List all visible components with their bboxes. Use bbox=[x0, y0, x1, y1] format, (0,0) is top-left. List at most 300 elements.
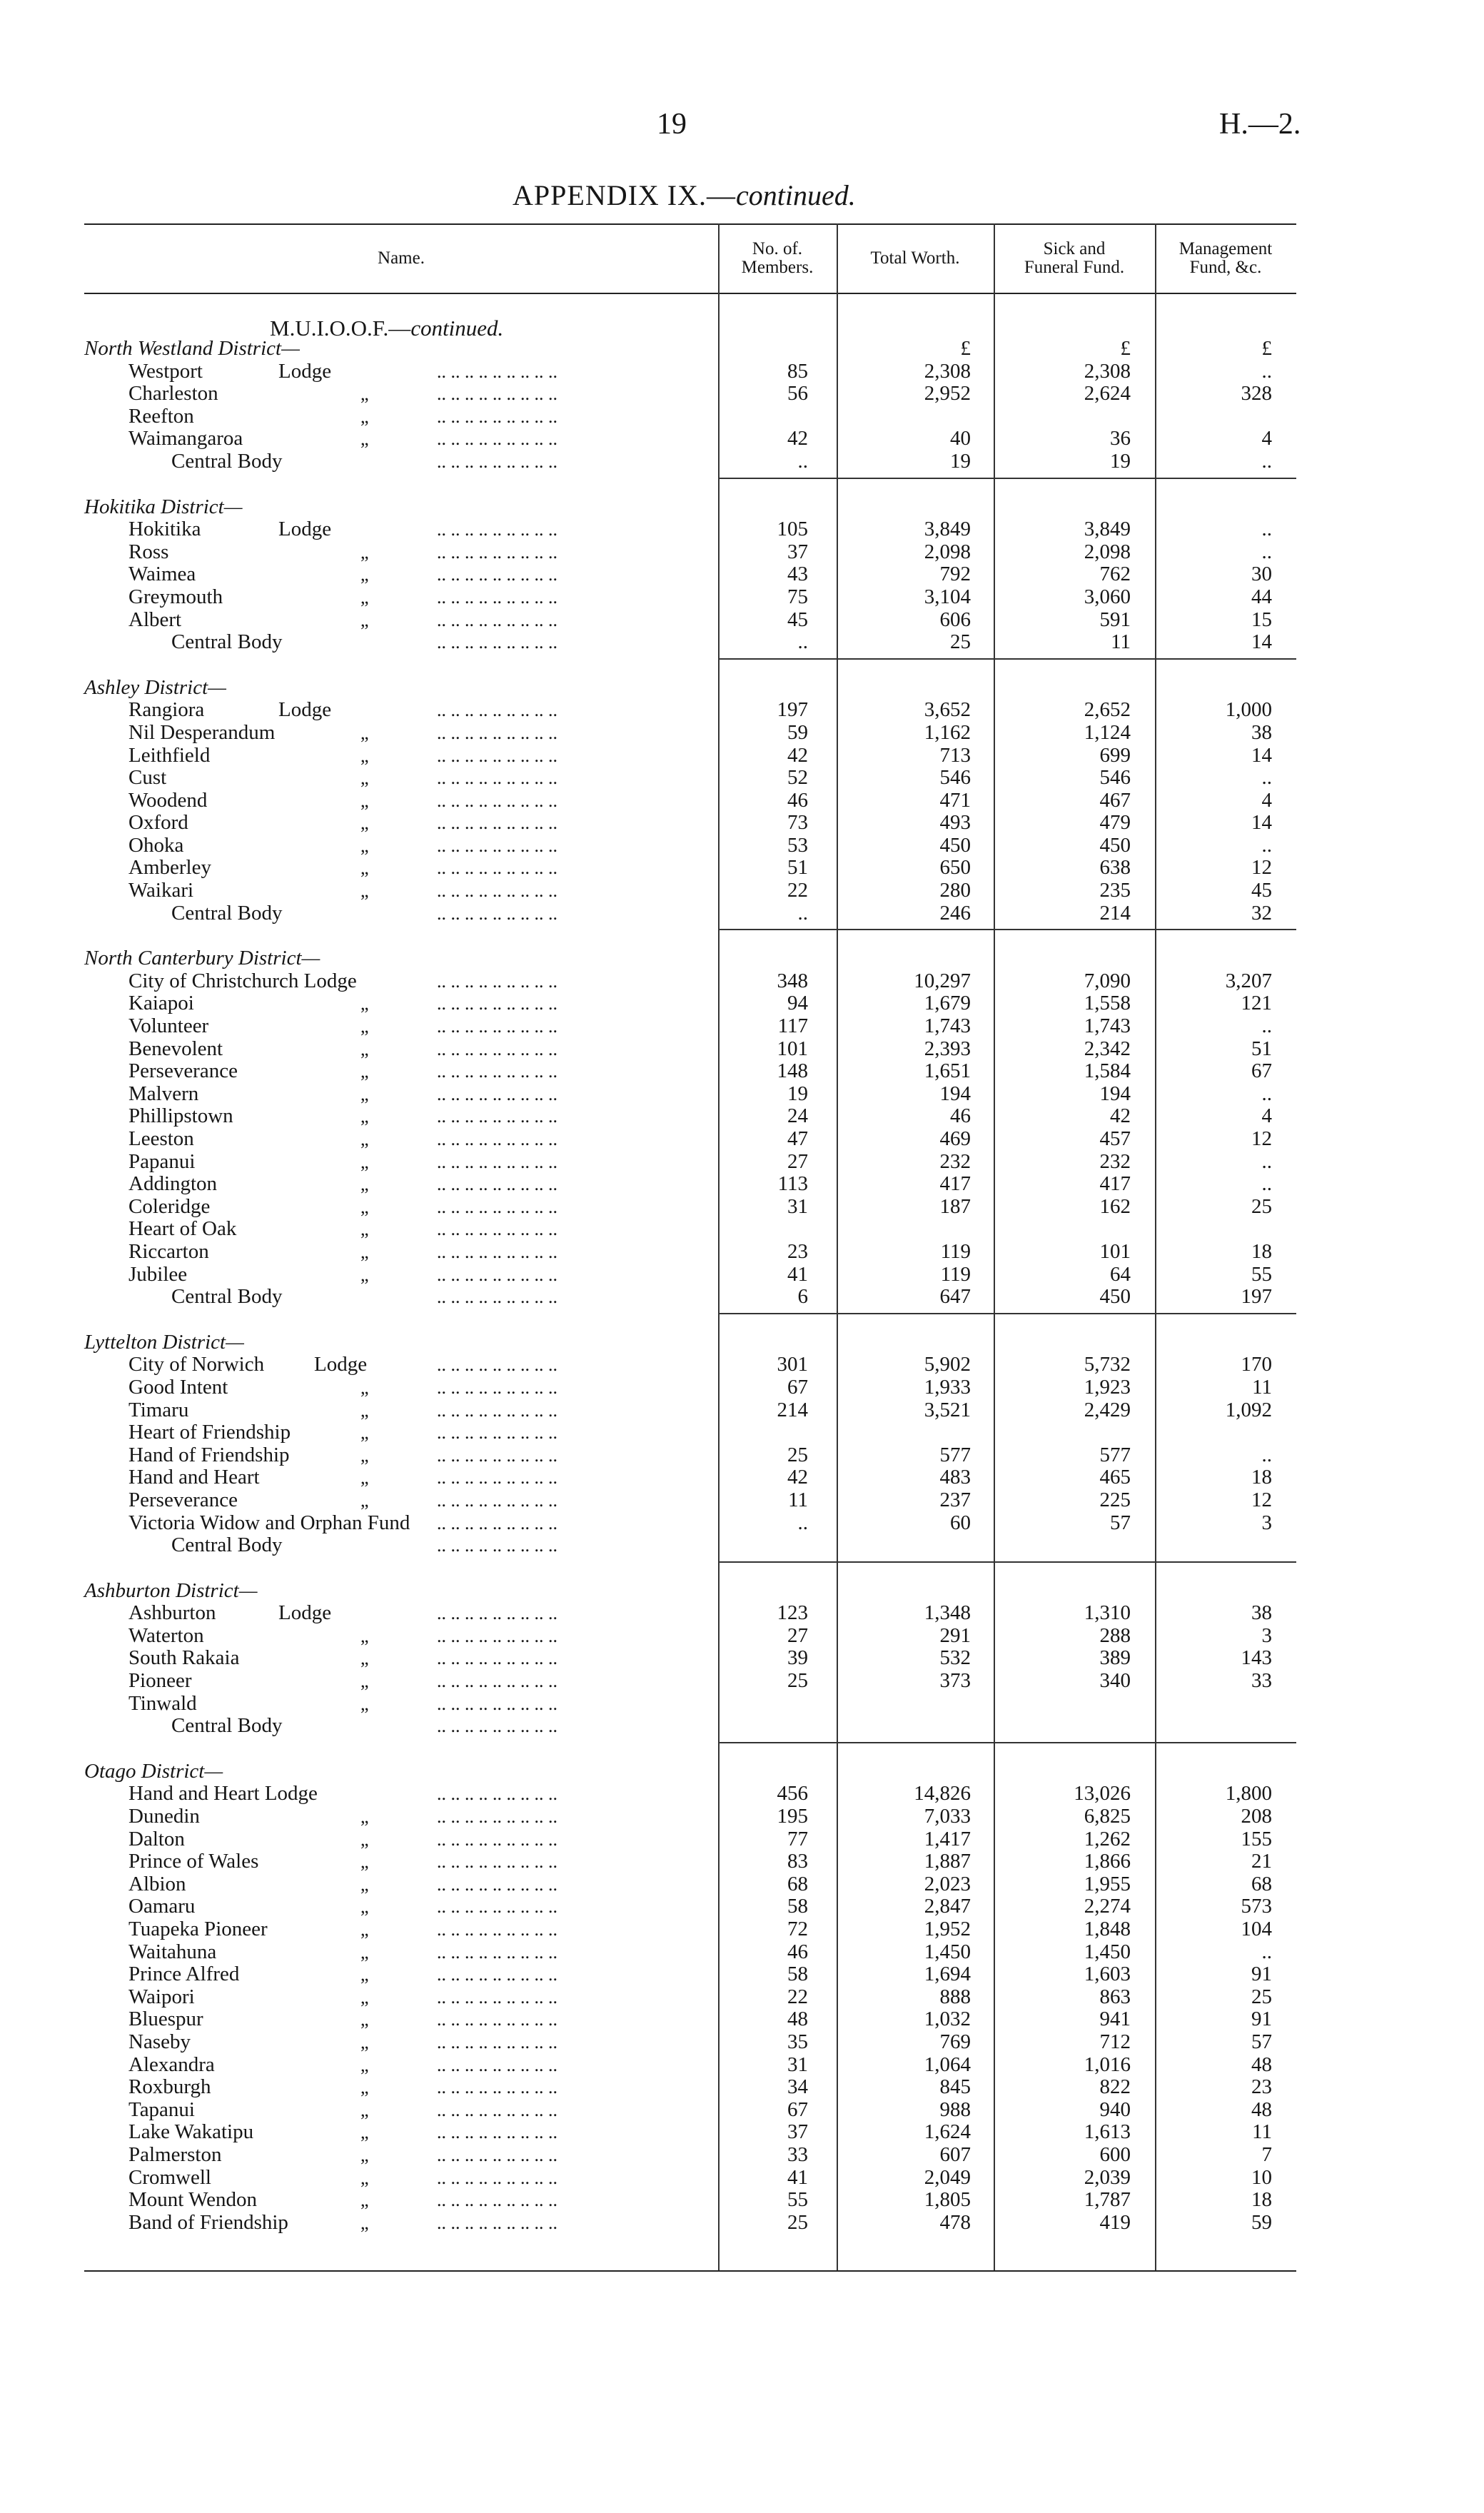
lodge-name: Prince Alfred bbox=[128, 1963, 240, 1986]
lodge-name: Lake Wakatipu bbox=[128, 2120, 254, 2144]
members-cell: 75 bbox=[787, 585, 808, 608]
total-worth-cell: 1,162 bbox=[924, 720, 971, 744]
separator-rule bbox=[718, 658, 1296, 660]
management-cell: 44 bbox=[1251, 585, 1272, 608]
lodge-name: Victoria Widow and Orphan Fund bbox=[128, 1511, 410, 1534]
district-name: Ashley District— bbox=[84, 675, 226, 699]
sick-funeral-cell: 417 bbox=[1099, 1172, 1131, 1196]
lodge-label: Lodge bbox=[278, 359, 332, 383]
leader-dots: .. .. .. .. .. .. .. .. .. bbox=[437, 880, 557, 902]
lodge-name: Oamaru bbox=[128, 1895, 196, 1918]
management-cell: 25 bbox=[1251, 1194, 1272, 1218]
ditto-mark: „ bbox=[360, 745, 369, 766]
members-cell: 113 bbox=[777, 1172, 808, 1196]
sick-funeral-cell: 577 bbox=[1099, 1443, 1131, 1466]
ditto-mark: „ bbox=[360, 993, 369, 1014]
table-row bbox=[0, 631, 1484, 654]
district-name: Lyttelton District— bbox=[84, 1330, 244, 1354]
management-cell: .. bbox=[1261, 1940, 1272, 1963]
lodge-name: Dunedin bbox=[128, 1805, 200, 1828]
members-cell: 22 bbox=[787, 879, 808, 902]
separator-rule bbox=[718, 929, 1296, 930]
management-cell: 11 bbox=[1252, 2120, 1272, 2144]
leader-dots: .. .. .. .. .. .. .. .. .. bbox=[437, 1399, 557, 1421]
sick-funeral-cell: 235 bbox=[1099, 879, 1131, 902]
sick-funeral-cell: 13,026 bbox=[1074, 1782, 1131, 1806]
lodge-name: Amberley bbox=[128, 856, 211, 880]
total-worth-cell: 3,104 bbox=[924, 585, 971, 608]
total-worth-cell: 417 bbox=[939, 1172, 971, 1196]
total-worth-cell: 187 bbox=[939, 1194, 971, 1218]
leader-dots: .. .. .. .. .. .. .. .. .. bbox=[437, 1964, 557, 1985]
lodge-name: Tuapeka Pioneer bbox=[128, 1918, 268, 1940]
members-cell: 56 bbox=[787, 382, 808, 406]
sick-funeral-cell: 42 bbox=[1110, 1104, 1131, 1128]
district-heading bbox=[0, 947, 1484, 970]
management-cell: 67 bbox=[1251, 1059, 1272, 1083]
total-worth-cell: 1,887 bbox=[924, 1850, 971, 1873]
members-cell: 77 bbox=[787, 1827, 808, 1850]
members-cell: 148 bbox=[777, 1059, 808, 1083]
title-continued: continued. bbox=[736, 179, 856, 211]
ditto-mark: „ bbox=[360, 1828, 369, 1850]
leader-dots: .. .. .. .. .. .. .. .. .. bbox=[437, 2212, 557, 2233]
members-cell: 27 bbox=[787, 1149, 808, 1173]
ditto-mark: „ bbox=[360, 835, 369, 856]
ditto-mark: „ bbox=[360, 857, 369, 879]
ditto-mark: „ bbox=[360, 1964, 369, 1985]
leader-dots: .. .. .. .. .. .. .. .. .. bbox=[437, 790, 557, 811]
management-cell: 15 bbox=[1251, 608, 1272, 631]
lodge-name: Tapanui bbox=[128, 2097, 195, 2121]
sick-funeral-cell: 1,558 bbox=[1084, 992, 1131, 1015]
sick-funeral-cell: 2,274 bbox=[1084, 1895, 1131, 1918]
management-cell: 3 bbox=[1261, 1511, 1272, 1534]
leader-dots: .. .. .. .. .. .. .. .. .. bbox=[437, 722, 557, 743]
total-worth-cell: 1,624 bbox=[924, 2120, 971, 2144]
leader-dots: .. .. .. .. .. .. .. .. .. bbox=[437, 1873, 557, 1895]
lodge-name: Central Body bbox=[171, 901, 283, 925]
leader-dots: .. .. .. .. .. .. .. .. .. bbox=[437, 1693, 557, 1714]
ditto-mark: „ bbox=[360, 1941, 369, 1963]
sick-funeral-cell: 194 bbox=[1099, 1082, 1131, 1105]
ditto-mark: „ bbox=[360, 1896, 369, 1918]
table-row bbox=[0, 518, 1484, 541]
members-cell: 25 bbox=[787, 1443, 808, 1466]
members-cell: 67 bbox=[787, 1375, 808, 1399]
total-worth-cell: 546 bbox=[939, 766, 971, 790]
total-worth-cell: 237 bbox=[939, 1488, 971, 1511]
lodge-name: Pioneer bbox=[128, 1669, 192, 1693]
lodge-name: Albion bbox=[128, 1872, 186, 1895]
leader-dots: .. .. .. .. .. .. .. .. .. bbox=[437, 1716, 557, 1737]
total-worth-cell: 647 bbox=[939, 1285, 971, 1309]
table-bottom-rule bbox=[84, 2270, 1296, 2272]
lodge-name: Roxburgh bbox=[128, 2075, 211, 2099]
total-worth-cell: 713 bbox=[939, 743, 971, 767]
ditto-mark: „ bbox=[360, 2031, 369, 2053]
ditto-mark: „ bbox=[360, 1038, 369, 1059]
members-cell: 46 bbox=[787, 1940, 808, 1963]
total-worth-cell: 792 bbox=[939, 563, 971, 586]
total-worth-cell: 988 bbox=[939, 2097, 971, 2121]
district-heading bbox=[0, 338, 1484, 361]
lodge-name: Bluespur bbox=[128, 2008, 203, 2031]
total-worth-cell: 3,849 bbox=[924, 518, 971, 541]
total-worth-cell: 769 bbox=[939, 2030, 971, 2053]
ditto-mark: „ bbox=[360, 1106, 369, 1127]
table-row bbox=[0, 1850, 1484, 1873]
total-worth-cell: 478 bbox=[939, 2210, 971, 2234]
sick-funeral-cell: 450 bbox=[1099, 1285, 1131, 1309]
members-cell: 24 bbox=[787, 1104, 808, 1128]
leader-dots: .. .. .. .. .. .. .. .. .. bbox=[437, 609, 557, 630]
total-worth-cell: 1,743 bbox=[924, 1014, 971, 1038]
table-row bbox=[0, 1986, 1484, 2009]
leader-dots: .. .. .. .. .. .. .. .. .. bbox=[437, 700, 557, 721]
leader-dots: .. .. .. .. .. .. .. .. .. bbox=[437, 1941, 557, 1963]
lodge-label: Lodge bbox=[278, 1601, 332, 1625]
table-row bbox=[0, 586, 1484, 609]
management-cell: 1,800 bbox=[1225, 1782, 1272, 1806]
ditto-mark: „ bbox=[360, 1489, 369, 1511]
table-row bbox=[0, 1625, 1484, 1648]
district-separator bbox=[0, 1557, 1484, 1580]
total-worth-cell: 2,847 bbox=[924, 1895, 971, 1918]
total-worth-cell: 46 bbox=[950, 1104, 971, 1128]
leader-dots: .. .. .. .. .. .. .. .. .. bbox=[437, 1444, 557, 1466]
management-cell: 14 bbox=[1251, 630, 1272, 654]
sick-funeral-cell: 600 bbox=[1099, 2142, 1131, 2166]
lodge-name: Perseverance bbox=[128, 1488, 238, 1511]
district-separator bbox=[0, 925, 1484, 947]
lodge-name: Albert bbox=[128, 608, 182, 631]
header-rule-bottom bbox=[84, 293, 1296, 294]
leader-dots: .. .. .. .. .. .. .. .. .. bbox=[437, 1151, 557, 1172]
management-cell: 208 bbox=[1241, 1805, 1272, 1828]
leader-dots: .. .. .. .. .. .. .. .. .. bbox=[437, 812, 557, 834]
sick-funeral-cell: 1,310 bbox=[1084, 1601, 1131, 1625]
ditto-mark: „ bbox=[360, 2122, 369, 2143]
district-separator bbox=[0, 1738, 1484, 1761]
leader-dots: .. .. .. .. .. .. .. .. .. bbox=[437, 1896, 557, 1918]
ditto-mark: „ bbox=[360, 2190, 369, 2211]
currency-symbol: £ bbox=[1261, 337, 1272, 360]
members-cell: 22 bbox=[787, 1985, 808, 2008]
members-cell: 35 bbox=[787, 2030, 808, 2053]
leader-dots: .. .. .. .. .. .. .. .. .. bbox=[437, 1061, 557, 1082]
sick-funeral-cell: 288 bbox=[1099, 1623, 1131, 1647]
lodge-name: Westport bbox=[128, 359, 203, 383]
leader-dots: .. .. .. .. .. .. .. .. .. bbox=[437, 1219, 557, 1240]
members-cell: .. bbox=[797, 449, 808, 473]
management-cell: .. bbox=[1261, 766, 1272, 790]
lodge-name: Alexandra bbox=[128, 2053, 215, 2076]
column-header-total-worth: Total Worth. bbox=[870, 248, 960, 268]
ditto-mark: „ bbox=[360, 1264, 369, 1285]
leader-dots: .. .. .. .. .. .. .. .. .. bbox=[437, 1422, 557, 1444]
sick-funeral-cell: 1,743 bbox=[1084, 1014, 1131, 1038]
table-row bbox=[0, 1715, 1484, 1738]
sick-funeral-cell: 225 bbox=[1099, 1488, 1131, 1511]
ditto-mark: „ bbox=[360, 1376, 369, 1398]
sick-funeral-cell: 19 bbox=[1110, 449, 1131, 473]
ditto-mark: „ bbox=[360, 1016, 369, 1037]
sick-funeral-cell: 1,584 bbox=[1084, 1059, 1131, 1083]
lodge-name: Central Body bbox=[171, 1285, 283, 1309]
table-row bbox=[0, 1466, 1484, 1489]
members-cell: 83 bbox=[787, 1850, 808, 1873]
leader-dots: .. .. .. .. .. .. .. .. .. bbox=[437, 993, 557, 1014]
leader-dots: .. .. .. .. .. .. .. .. .. bbox=[437, 1986, 557, 2008]
lodge-name: City of Norwich bbox=[128, 1353, 265, 1376]
management-cell: 3 bbox=[1261, 1623, 1272, 1647]
ditto-mark: „ bbox=[360, 586, 369, 608]
ditto-mark: „ bbox=[360, 1444, 369, 1466]
total-worth-cell: 2,023 bbox=[924, 1872, 971, 1895]
lodge-name: City of Christchurch Lodge bbox=[128, 969, 357, 992]
leader-dots: .. .. .. .. .. .. .. .. .. bbox=[437, 2144, 557, 2165]
sick-funeral-cell: 2,098 bbox=[1084, 540, 1131, 563]
total-worth-cell: 493 bbox=[939, 811, 971, 835]
total-worth-cell: 232 bbox=[939, 1149, 971, 1173]
management-cell: .. bbox=[1261, 1082, 1272, 1105]
table-row bbox=[0, 1083, 1484, 1106]
table-row bbox=[0, 1173, 1484, 1196]
lodge-name: Central Body bbox=[171, 630, 283, 654]
society-heading: M.U.I.O.O.F.—continued. bbox=[270, 316, 504, 341]
members-cell: 456 bbox=[777, 1782, 808, 1806]
leader-dots: .. .. .. .. .. .. .. .. .. bbox=[437, 383, 557, 405]
members-cell: 72 bbox=[787, 1918, 808, 1940]
district-heading bbox=[0, 1580, 1484, 1603]
table-row bbox=[0, 1512, 1484, 1535]
total-worth-cell: 25 bbox=[950, 630, 971, 654]
management-cell: 18 bbox=[1251, 1466, 1272, 1489]
management-cell: 170 bbox=[1241, 1353, 1272, 1376]
total-worth-cell: 2,952 bbox=[924, 382, 971, 406]
lodge-name: Waitahuna bbox=[128, 1940, 217, 1963]
management-cell: 155 bbox=[1241, 1827, 1272, 1850]
column-header-members: No. of. Members. bbox=[741, 239, 814, 277]
total-worth-cell: 650 bbox=[939, 856, 971, 880]
management-cell: 7 bbox=[1261, 2142, 1272, 2166]
lodge-name: Prince of Wales bbox=[128, 1850, 259, 1873]
lodge-name: Addington bbox=[128, 1172, 218, 1196]
column-header-management: Management Fund, &c. bbox=[1178, 239, 1273, 277]
members-cell: 39 bbox=[787, 1646, 808, 1670]
total-worth-cell: 1,417 bbox=[924, 1827, 971, 1850]
ditto-mark: „ bbox=[360, 564, 369, 585]
lodge-name: Leeston bbox=[128, 1127, 194, 1150]
leader-dots: .. .. .. .. .. .. .. .. .. bbox=[437, 1196, 557, 1217]
sick-funeral-cell: 1,955 bbox=[1084, 1872, 1131, 1895]
sick-funeral-cell: 6,825 bbox=[1084, 1805, 1131, 1828]
sick-funeral-cell: 1,124 bbox=[1084, 720, 1131, 744]
total-worth-cell: 246 bbox=[939, 901, 971, 925]
management-cell: 10 bbox=[1251, 2165, 1272, 2189]
management-cell: 1,000 bbox=[1225, 698, 1272, 722]
members-cell: 46 bbox=[787, 788, 808, 812]
sick-funeral-cell: 479 bbox=[1099, 811, 1131, 835]
members-cell: 73 bbox=[787, 811, 808, 835]
members-cell: 42 bbox=[787, 743, 808, 767]
table-row bbox=[0, 970, 1484, 993]
total-worth-cell: 291 bbox=[939, 1623, 971, 1647]
lodge-name: Band of Friendship bbox=[128, 2210, 288, 2234]
column-header-sick-funeral: Sick and Funeral Fund. bbox=[1024, 239, 1125, 277]
ditto-mark: „ bbox=[360, 1693, 369, 1714]
table-row bbox=[0, 1647, 1484, 1670]
district-name: North Canterbury District— bbox=[84, 947, 320, 970]
members-cell: 23 bbox=[787, 1239, 808, 1263]
table-row bbox=[0, 722, 1484, 745]
table-row bbox=[0, 450, 1484, 473]
sick-funeral-cell: 5,732 bbox=[1084, 1353, 1131, 1376]
ditto-mark: „ bbox=[360, 2054, 369, 2075]
sick-funeral-cell: 465 bbox=[1099, 1466, 1131, 1489]
total-worth-cell: 607 bbox=[939, 2142, 971, 2166]
leader-dots: .. .. .. .. .. .. .. .. .. bbox=[437, 1106, 557, 1127]
separator-rule bbox=[718, 1742, 1296, 1743]
members-cell: 41 bbox=[787, 1262, 808, 1286]
ditto-mark: „ bbox=[360, 406, 369, 427]
table-row bbox=[0, 1151, 1484, 1174]
lodge-name: Phillipstown bbox=[128, 1104, 233, 1128]
leader-dots: .. .. .. .. .. .. .. .. .. bbox=[437, 1264, 557, 1285]
management-cell: 12 bbox=[1251, 1488, 1272, 1511]
leader-dots: .. .. .. .. .. .. .. .. .. bbox=[437, 1286, 557, 1308]
management-cell: 23 bbox=[1251, 2075, 1272, 2099]
lodge-name: Rangiora bbox=[128, 698, 205, 722]
currency-symbol: £ bbox=[960, 337, 971, 360]
sick-funeral-cell: 638 bbox=[1099, 856, 1131, 880]
members-cell: 6 bbox=[797, 1285, 808, 1309]
sick-funeral-cell: 2,342 bbox=[1084, 1037, 1131, 1060]
table-row bbox=[0, 1873, 1484, 1896]
table-row bbox=[0, 2212, 1484, 2235]
management-cell: 59 bbox=[1251, 2210, 1272, 2234]
sick-funeral-cell: 546 bbox=[1099, 766, 1131, 790]
management-cell: 14 bbox=[1251, 811, 1272, 835]
table-row bbox=[0, 2076, 1484, 2099]
lodge-name: Hand of Friendship bbox=[128, 1443, 290, 1466]
sick-funeral-cell: 450 bbox=[1099, 833, 1131, 857]
district-name: Otago District— bbox=[84, 1759, 223, 1783]
lodge-name: Naseby bbox=[128, 2030, 191, 2053]
district-separator bbox=[0, 654, 1484, 677]
management-cell: 38 bbox=[1251, 1601, 1272, 1625]
district-separator bbox=[0, 473, 1484, 496]
lodge-name: Cromwell bbox=[128, 2165, 211, 2189]
sick-funeral-cell: 3,060 bbox=[1084, 585, 1131, 608]
table-row bbox=[0, 1421, 1484, 1444]
members-cell: .. bbox=[797, 901, 808, 925]
sick-funeral-cell: 2,652 bbox=[1084, 698, 1131, 722]
total-worth-cell: 10,297 bbox=[914, 969, 971, 992]
ditto-mark: „ bbox=[360, 2009, 369, 2030]
leader-dots: .. .. .. .. .. .. .. .. .. bbox=[437, 632, 557, 653]
members-cell: 42 bbox=[787, 427, 808, 450]
leader-dots: .. .. .. .. .. .. .. .. .. bbox=[437, 361, 557, 382]
total-worth-cell: 1,450 bbox=[924, 1940, 971, 1963]
members-cell: 19 bbox=[787, 1082, 808, 1105]
sick-funeral-cell: 2,429 bbox=[1084, 1398, 1131, 1421]
table-row bbox=[0, 812, 1484, 835]
sick-funeral-cell: 3,849 bbox=[1084, 518, 1131, 541]
lodge-name: Ohoka bbox=[128, 833, 184, 857]
header-rule-top bbox=[84, 223, 1296, 225]
leader-dots: .. .. .. .. .. .. .. .. .. bbox=[437, 970, 557, 992]
sick-funeral-cell: 941 bbox=[1099, 2008, 1131, 2031]
total-worth-cell: 1,032 bbox=[924, 2008, 971, 2031]
management-cell: 4 bbox=[1261, 1104, 1272, 1128]
lodge-name: Woodend bbox=[128, 788, 208, 812]
members-cell: 37 bbox=[787, 540, 808, 563]
table-row bbox=[0, 1286, 1484, 1309]
members-cell: 197 bbox=[777, 698, 808, 722]
lodge-name: Timaru bbox=[128, 1398, 189, 1421]
table-row bbox=[0, 1828, 1484, 1851]
management-cell: .. bbox=[1261, 833, 1272, 857]
leader-dots: .. .. .. .. .. .. .. .. .. bbox=[437, 1535, 557, 1556]
total-worth-cell: 483 bbox=[939, 1466, 971, 1489]
lodge-name: Reefton bbox=[128, 404, 194, 428]
lodge-name: Central Body bbox=[171, 1534, 283, 1557]
table-row bbox=[0, 2099, 1484, 2122]
sick-funeral-cell: 232 bbox=[1099, 1149, 1131, 1173]
table-row bbox=[0, 699, 1484, 722]
management-cell: .. bbox=[1261, 449, 1272, 473]
management-cell: 11 bbox=[1252, 1375, 1272, 1399]
lodge-name: Papanui bbox=[128, 1149, 196, 1173]
sick-funeral-cell: 7,090 bbox=[1084, 969, 1131, 992]
leader-dots: .. .. .. .. .. .. .. .. .. bbox=[437, 1671, 557, 1692]
members-cell: .. bbox=[797, 630, 808, 654]
leader-dots: .. .. .. .. .. .. .. .. .. bbox=[437, 1129, 557, 1149]
total-worth-cell: 1,933 bbox=[924, 1375, 971, 1399]
total-worth-cell: 280 bbox=[939, 879, 971, 902]
table-row bbox=[0, 1895, 1484, 1918]
lodge-name: Waimangaroa bbox=[128, 427, 243, 450]
sick-funeral-cell: 712 bbox=[1099, 2030, 1131, 2053]
leader-dots: .. .. .. .. .. .. .. .. .. bbox=[437, 450, 557, 472]
total-worth-cell: 1,952 bbox=[924, 1918, 971, 1940]
ditto-mark: „ bbox=[360, 541, 369, 563]
members-cell: 53 bbox=[787, 833, 808, 857]
management-cell: 30 bbox=[1251, 563, 1272, 586]
sick-funeral-cell: 1,923 bbox=[1084, 1375, 1131, 1399]
management-cell: 21 bbox=[1251, 1850, 1272, 1873]
leader-dots: .. .. .. .. .. .. .. .. .. bbox=[437, 1603, 557, 1624]
table-row bbox=[0, 1264, 1484, 1286]
lodge-name: Volunteer bbox=[128, 1014, 209, 1038]
table-row bbox=[0, 2144, 1484, 2167]
separator-rule bbox=[718, 478, 1296, 479]
leader-dots: .. .. .. .. .. .. .. .. .. bbox=[437, 1489, 557, 1511]
members-cell: 25 bbox=[787, 2210, 808, 2234]
leader-dots: .. .. .. .. .. .. .. .. .. bbox=[437, 1083, 557, 1104]
management-cell: .. bbox=[1261, 1443, 1272, 1466]
sick-funeral-cell: 762 bbox=[1099, 563, 1131, 586]
members-cell: 45 bbox=[787, 608, 808, 631]
total-worth-cell: 40 bbox=[950, 427, 971, 450]
leader-dots: .. .. .. .. .. .. .. .. .. bbox=[437, 1467, 557, 1489]
management-cell: 328 bbox=[1241, 382, 1272, 406]
district-heading bbox=[0, 496, 1484, 519]
currency-symbol: £ bbox=[1120, 337, 1131, 360]
total-worth-cell: 888 bbox=[939, 1985, 971, 2008]
